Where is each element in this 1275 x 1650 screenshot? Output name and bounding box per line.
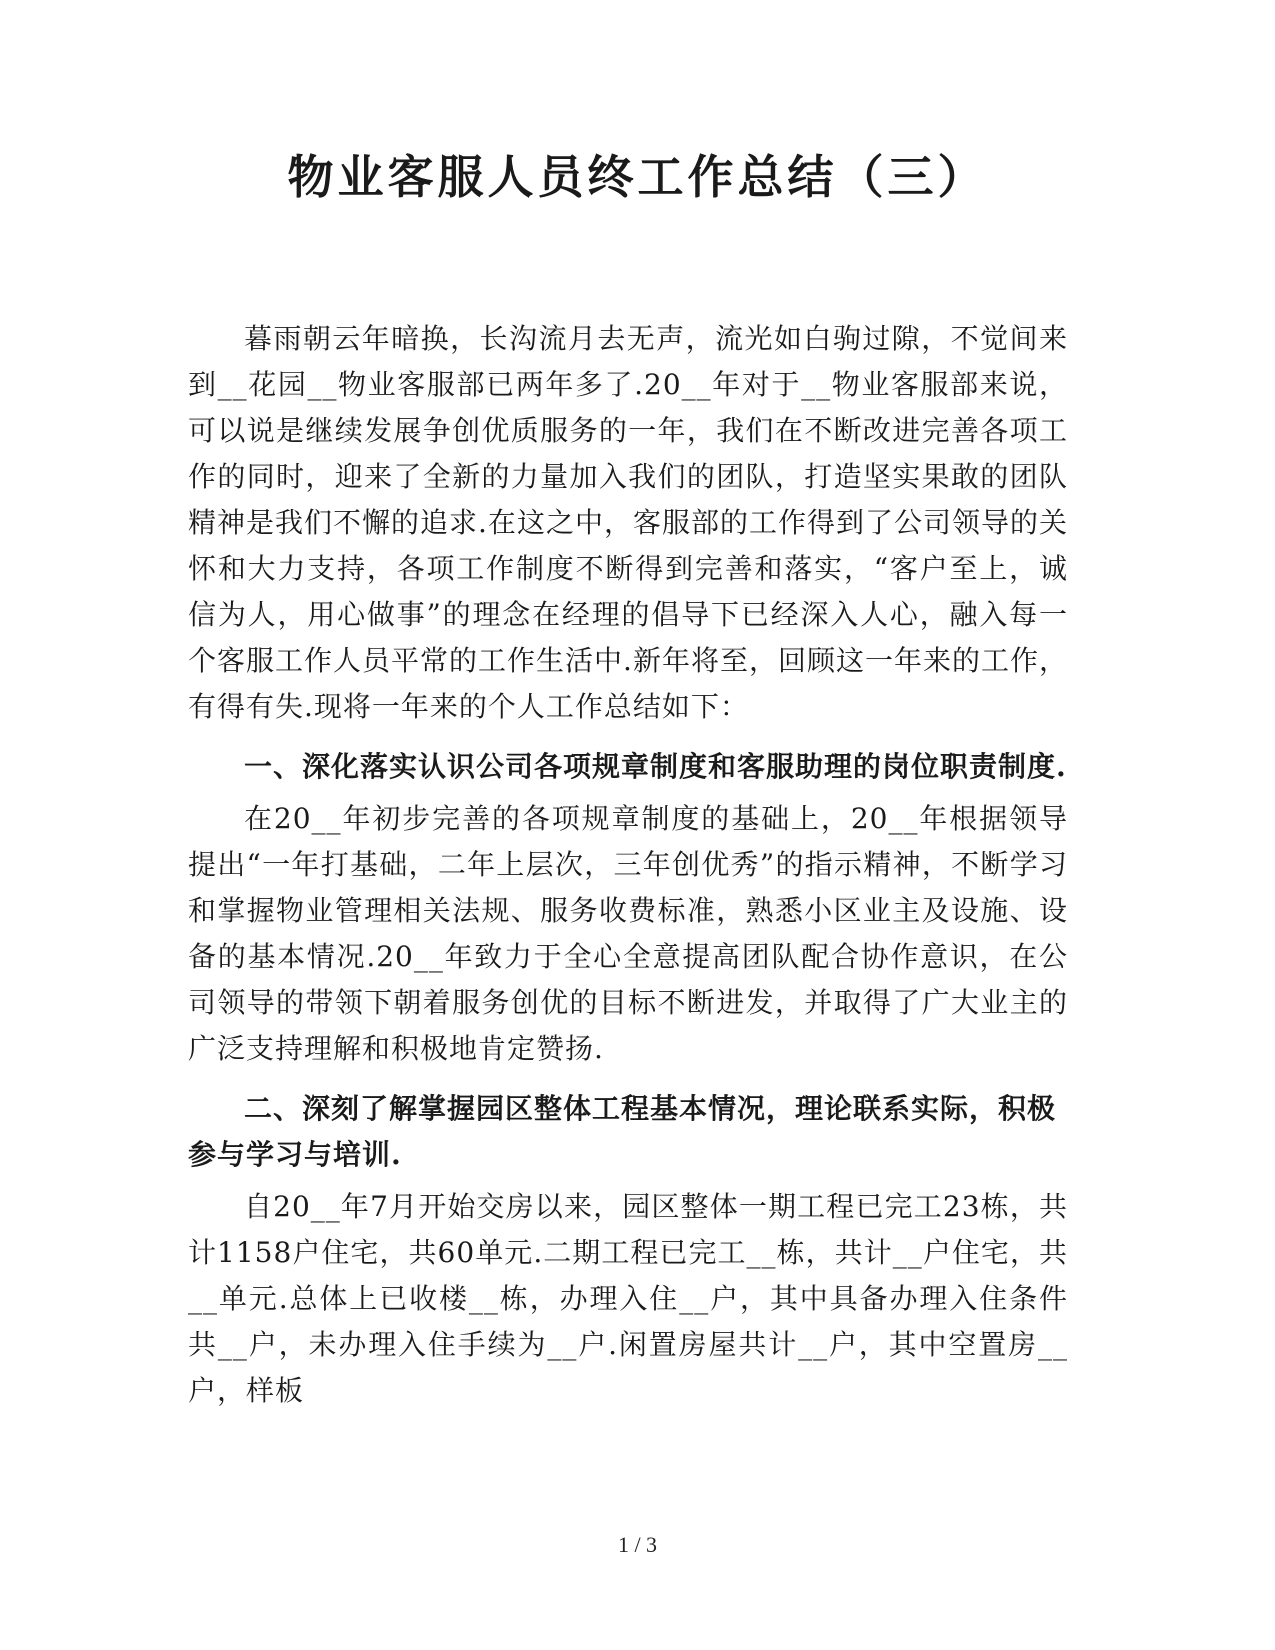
- paragraph-section-1: 在20__年初步完善的各项规章制度的基础上，20__年根据领导提出“一年打基础，二年上层次，三年创优秀”的指示精神，不断学习和掌握物业管理相关法规、服务收费标准，熟悉小区业主及设施、设备的基本情况.20__年致力于全心全意提高团队配合协作意识，在公司领导的带领下朝着服务创优的目标不断进发，并取得了广大业主的广泛支持理解和积极地肯定赞扬.: [188, 802, 1068, 1065]
- page-number: 1 / 3: [617, 1532, 658, 1557]
- paragraph-section-2: 自20__年7月开始交房以来，园区整体一期工程已完工23栋，共计1158户住宅，共60单元.二期工程已完工__栋，共计__户住宅，共__单元.总体上已收楼__栋，办理入住__户，其中具备办理入住条件共__户，未办理入住手续为__户.闲置房屋共计__户，其中空置房__户，样板: [188, 1190, 1068, 1407]
- page-title: 物业客服人员终工作总结（三）: [287, 150, 988, 204]
- document-body: [188, 316, 1068, 1414]
- paragraph-intro: 暮雨朝云年暗换，长沟流月去无声，流光如白驹过隙，不觉间来到__花园__物业客服部已两年多了.20__年对于__物业客服部来说，可以说是继续发展争创优质服务的一年，我们在不断改进完善各项工作的同时，迎来了全新的力量加入我们的团队，打造坚实果敢的团队精神是我们不懈的追求.在这之中，客服部的工作得到了公司领导的关怀和大力支持，各项工作制度不断得到完善和落实，“客户至上，诚信为人，用心做事”的理念在经理的倡导下已经深入人心，融入每一个客服工作人员平常的工作生活中.新年将至，回顾这一年来的工作，有得有失.现将一年来的个人工作总结如下：: [188, 322, 1068, 723]
- section-heading-2: 二、深刻了解掌握园区整体工程基本情况，理论联系实际，积极参与学习与培训.: [188, 1092, 1057, 1171]
- section-heading-1: 一、深化落实认识公司各项规章制度和客服助理的岗位职责制度.: [244, 750, 1067, 783]
